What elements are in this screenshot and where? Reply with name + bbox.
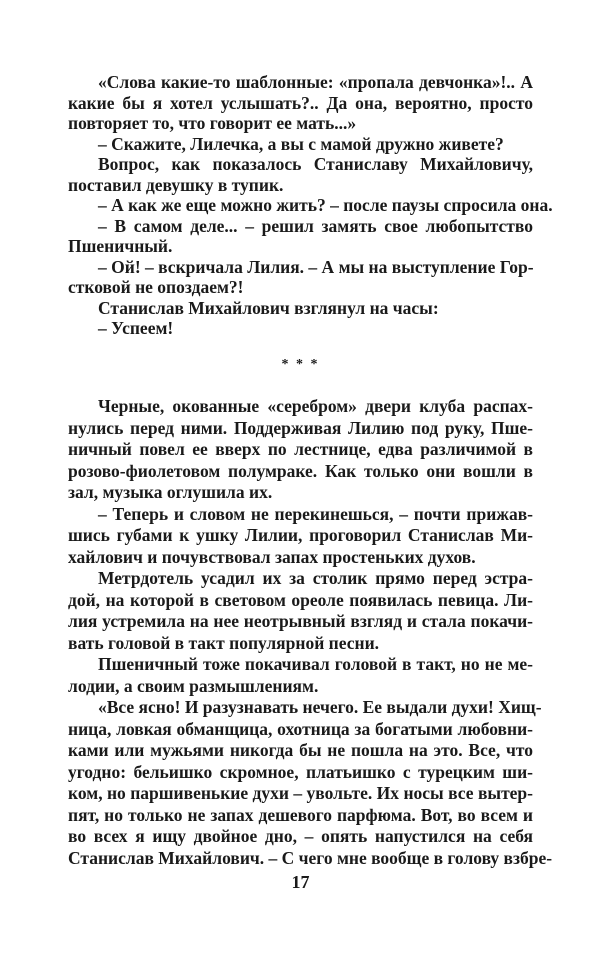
text-line-content: Пшеничный тоже покачивал головой в такт, но не ме- — [98, 654, 533, 674]
text-line — [68, 396, 533, 416]
text-line-content: угодно: бельишко скромное, платьишко с турецким ши- — [68, 761, 533, 782]
text-line-content: – Успеем! — [98, 318, 174, 338]
text-line — [68, 805, 533, 825]
text-line-content: дой, на которой в световом ореоле появилась певица. Ли- — [68, 589, 533, 610]
text-line — [68, 175, 533, 195]
text-line-content: Станислав Михайлович взглянул на часы: — [98, 297, 439, 318]
text-line-content: Станислав Михайлович. – С чего мне вообще в голову взбре- — [68, 847, 553, 868]
text-line — [68, 783, 533, 803]
page-number: 17 — [291, 872, 310, 892]
text-line-content: лодии, а своим размышлениям. — [68, 675, 319, 696]
text-line-content: вать головой в такт популярной песни. — [68, 632, 380, 653]
text-line-content: повторяет то, что говорит ее мать...» — [68, 113, 357, 133]
text-line-content: шись губами к ушку Лилии, проговорил Станислав Ми- — [68, 525, 533, 545]
text-line-content: ком, но паршивенькие духи – увольте. Их носы все вытер- — [68, 783, 533, 803]
text-line-content: «Слова какие-то шаблонные: «пропала девчонка»!.. А — [98, 72, 533, 92]
text-line-content: розово-фиолетовом полумраке. Как только они вошли в — [68, 460, 533, 481]
text-line — [68, 568, 533, 588]
text-line-content: пят, но только не запах дешевого парфюма. Вот, во всем и — [68, 804, 533, 825]
text-line — [68, 298, 533, 318]
text-line-content: Вопрос, как показалось Станиславу Михайловичу, — [98, 154, 533, 174]
text-line — [68, 154, 533, 174]
text-line — [68, 318, 533, 338]
text-line-content: – Ой! – вскричала Лилия. – А мы на выступление Гор- — [98, 256, 534, 277]
text-line — [68, 633, 533, 653]
text-line — [68, 611, 533, 631]
text-line-content: стковой не опоздаем?! — [68, 277, 244, 297]
section-separator: * * * — [281, 357, 320, 372]
text-line — [68, 277, 533, 297]
text-line — [68, 504, 533, 524]
text-line-content: ничный повел ее вверх по лестнице, едва различимой в — [68, 439, 533, 459]
text-line — [68, 676, 533, 696]
text-line — [68, 195, 553, 215]
text-line — [68, 72, 533, 92]
text-line-content: во всех я ищу двойное дно, – опять напустился на себя — [68, 826, 533, 846]
text-line — [68, 482, 533, 502]
text-line-content: «Все ясно! И разузнавать нечего. Ее выдали духи! Хищ- — [98, 697, 542, 717]
text-line — [68, 236, 533, 256]
text-line-content: лия устремила на нее неотрывный взгляд и стала покачи- — [68, 611, 533, 631]
text-line-content: – Скажите, Лилечка, а вы с мамой дружно живете? — [98, 133, 504, 154]
text-line — [68, 719, 533, 739]
text-line — [68, 257, 533, 277]
text-line-content: Черные, окованные «серебром» двери клуба распах- — [98, 396, 533, 416]
text-line-content: Метрдотель усадил их за столик прямо перед эстра- — [98, 568, 533, 588]
text-line-content: Пшеничный. — [68, 236, 173, 256]
text-line-content: зал, музыка оглушила их. — [68, 482, 273, 502]
text-line — [68, 826, 533, 846]
text-line-content: – В самом деле... – решил замять свое любопытство — [98, 215, 533, 236]
text-line-content: поставил девушку в тупик. — [68, 174, 284, 195]
text-line — [68, 93, 533, 113]
text-line — [68, 134, 533, 154]
text-line — [68, 461, 533, 481]
text-line-content: нулись перед ними. Поддерживая Лилию под руку, Пше- — [68, 417, 533, 438]
text-line-content: ками или мужьями никогда бы не пошла на это. Все, что — [68, 740, 533, 760]
text-line — [68, 418, 533, 438]
text-line — [68, 216, 533, 236]
text-line — [68, 439, 533, 459]
text-line-content: – Теперь и словом не перекинешься, – почти прижав- — [98, 503, 533, 524]
text-line-content: хайлович и почувствовал запах простеньких духов. — [68, 546, 476, 567]
text-line — [68, 762, 533, 782]
text-line — [68, 547, 533, 567]
text-line-content: – А как же еще можно жить? – после паузы спросила она. — [98, 195, 553, 215]
text-line — [68, 525, 533, 545]
text-line — [68, 113, 533, 133]
text-line-content: ница, ловкая обманщица, охотница за богатыми любовни- — [68, 718, 533, 739]
text-line — [68, 697, 542, 717]
text-line — [68, 847, 553, 868]
text-line — [68, 654, 533, 674]
text-line — [68, 740, 533, 760]
text-line-content: какие бы я хотел услышать?.. Да она, вероятно, просто — [68, 92, 533, 113]
text-line — [68, 590, 533, 610]
